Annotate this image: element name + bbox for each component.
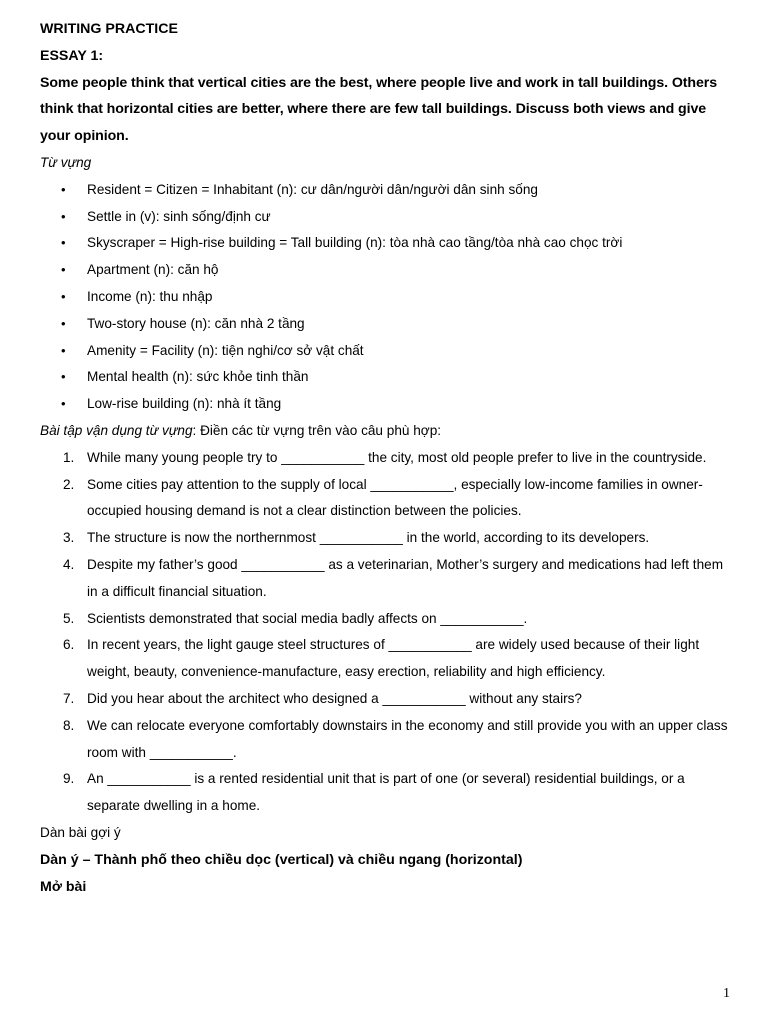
exercise-item — [40, 713, 730, 767]
bullet-icon: • — [61, 208, 66, 224]
vocab-item-text: Amenity = Facility (n): tiện nghi/cơ sở vật chất — [87, 342, 364, 358]
bullet-icon: • — [61, 315, 66, 331]
exercise-text: Despite my father’s good ___________ as a veterinarian, Mother’s surgery and medications had left them in a difficult financial situation. — [87, 556, 724, 599]
vocab-item — [40, 364, 730, 391]
exercise-number: 1. — [63, 449, 75, 465]
bullet-icon: • — [61, 396, 66, 412]
vocab-item-text: Apartment (n): căn hộ — [87, 262, 219, 278]
exercise-heading-rest: : Điền các từ vựng trên vào câu phù hợp: — [192, 422, 442, 438]
exercise-text: An ___________ is a rented residential unit that is part of one (or several) residential buildings, or a separate dwelling in a home. — [87, 771, 685, 814]
vocab-item — [40, 204, 730, 231]
exercise-text: While many young people try to ___________ the city, most old people prefer to live in the countryside. — [87, 449, 707, 465]
outline-title: Dàn ý – Thành phố theo chiều dọc (vertical) và chiều ngang (horizontal) — [40, 851, 523, 868]
exercise-number: 9. — [63, 771, 75, 787]
exercise-text: Scientists demonstrated that social media badly affects on ___________. — [87, 610, 528, 626]
exercise-text: We can relocate everyone comfortably downstairs in the economy and still provide you with an upper class room with ___________. — [87, 717, 728, 760]
vocab-item — [40, 230, 730, 257]
vocab-item-text: Settle in (v): sinh sống/định cư — [87, 208, 271, 224]
vocab-item-text: Skyscraper = High-rise building = Tall building (n): tòa nhà cao tầng/tòa nhà cao chọc trời — [87, 235, 623, 251]
exercise-number: 2. — [63, 476, 75, 492]
vocab-heading: Từ vựng — [40, 154, 92, 170]
vocab-item-text: Resident = Citizen = Inhabitant (n): cư dân/người dân/người dân sinh sống — [87, 181, 538, 197]
vocab-item-text: Low-rise building (n): nhà ít tầng — [87, 396, 282, 412]
vocab-item — [40, 391, 730, 418]
bullet-icon: • — [61, 288, 66, 304]
exercise-item — [40, 606, 730, 633]
exercise-text: Some cities pay attention to the supply of local ___________, especially low-income families in owner-occupied housing demand is not a clear distinction between the policies. — [87, 476, 703, 519]
vocab-item-text: Two-story house (n): căn nhà 2 tầng — [87, 315, 305, 331]
exercise-item — [40, 552, 730, 606]
exercise-text: In recent years, the light gauge steel structures of ___________ are widely used because of their light weight, beauty, convenience-manufacture, easy erection, reliability and high efficiency. — [87, 637, 700, 680]
bullet-icon: • — [61, 342, 66, 358]
intro-label: Mở bài — [40, 878, 87, 895]
document-page — [40, 16, 730, 900]
exercise-item — [40, 632, 730, 686]
vocab-item — [40, 177, 730, 204]
exercise-item — [40, 766, 730, 820]
bullet-icon: • — [61, 181, 66, 197]
exercise-number: 8. — [63, 717, 75, 733]
exercise-item — [40, 525, 730, 552]
vocab-item — [40, 338, 730, 365]
exercise-heading — [40, 418, 730, 445]
exercise-number: 7. — [63, 690, 75, 706]
bullet-icon: • — [61, 235, 66, 251]
vocab-item — [40, 257, 730, 284]
vocab-item — [40, 311, 730, 338]
page-number: 1 — [723, 986, 730, 1001]
vocab-list — [40, 177, 730, 418]
exercise-text: Did you hear about the architect who designed a ___________ without any stairs? — [87, 690, 582, 706]
bullet-icon: • — [61, 369, 66, 385]
document-title: WRITING PRACTICE — [40, 21, 178, 37]
outline-label: Dàn bài gợi ý — [40, 824, 121, 840]
exercise-item — [40, 445, 730, 472]
vocab-item-text: Income (n): thu nhập — [87, 288, 213, 304]
vocab-item-text: Mental health (n): sức khỏe tinh thần — [87, 369, 309, 385]
exercise-text: The structure is now the northernmost ___________ in the world, according to its developers. — [87, 530, 650, 546]
essay-label: ESSAY 1: — [40, 47, 104, 64]
exercise-item — [40, 686, 730, 713]
exercise-number: 3. — [63, 530, 75, 546]
essay-prompt: Some people think that vertical cities are the best, where people live and work in tall buildings. Others think that horizontal cities are better, where there are few tall buildings. Discuss both views and give your opinion. — [40, 74, 717, 145]
vocab-item — [40, 284, 730, 311]
exercise-list — [40, 445, 730, 820]
exercise-item — [40, 472, 730, 526]
bullet-icon: • — [61, 262, 66, 278]
exercise-heading-italic: Bài tập vận dụng từ vựng — [40, 422, 193, 438]
exercise-number: 5. — [63, 610, 75, 626]
exercise-number: 6. — [63, 637, 75, 653]
exercise-number: 4. — [63, 556, 75, 572]
